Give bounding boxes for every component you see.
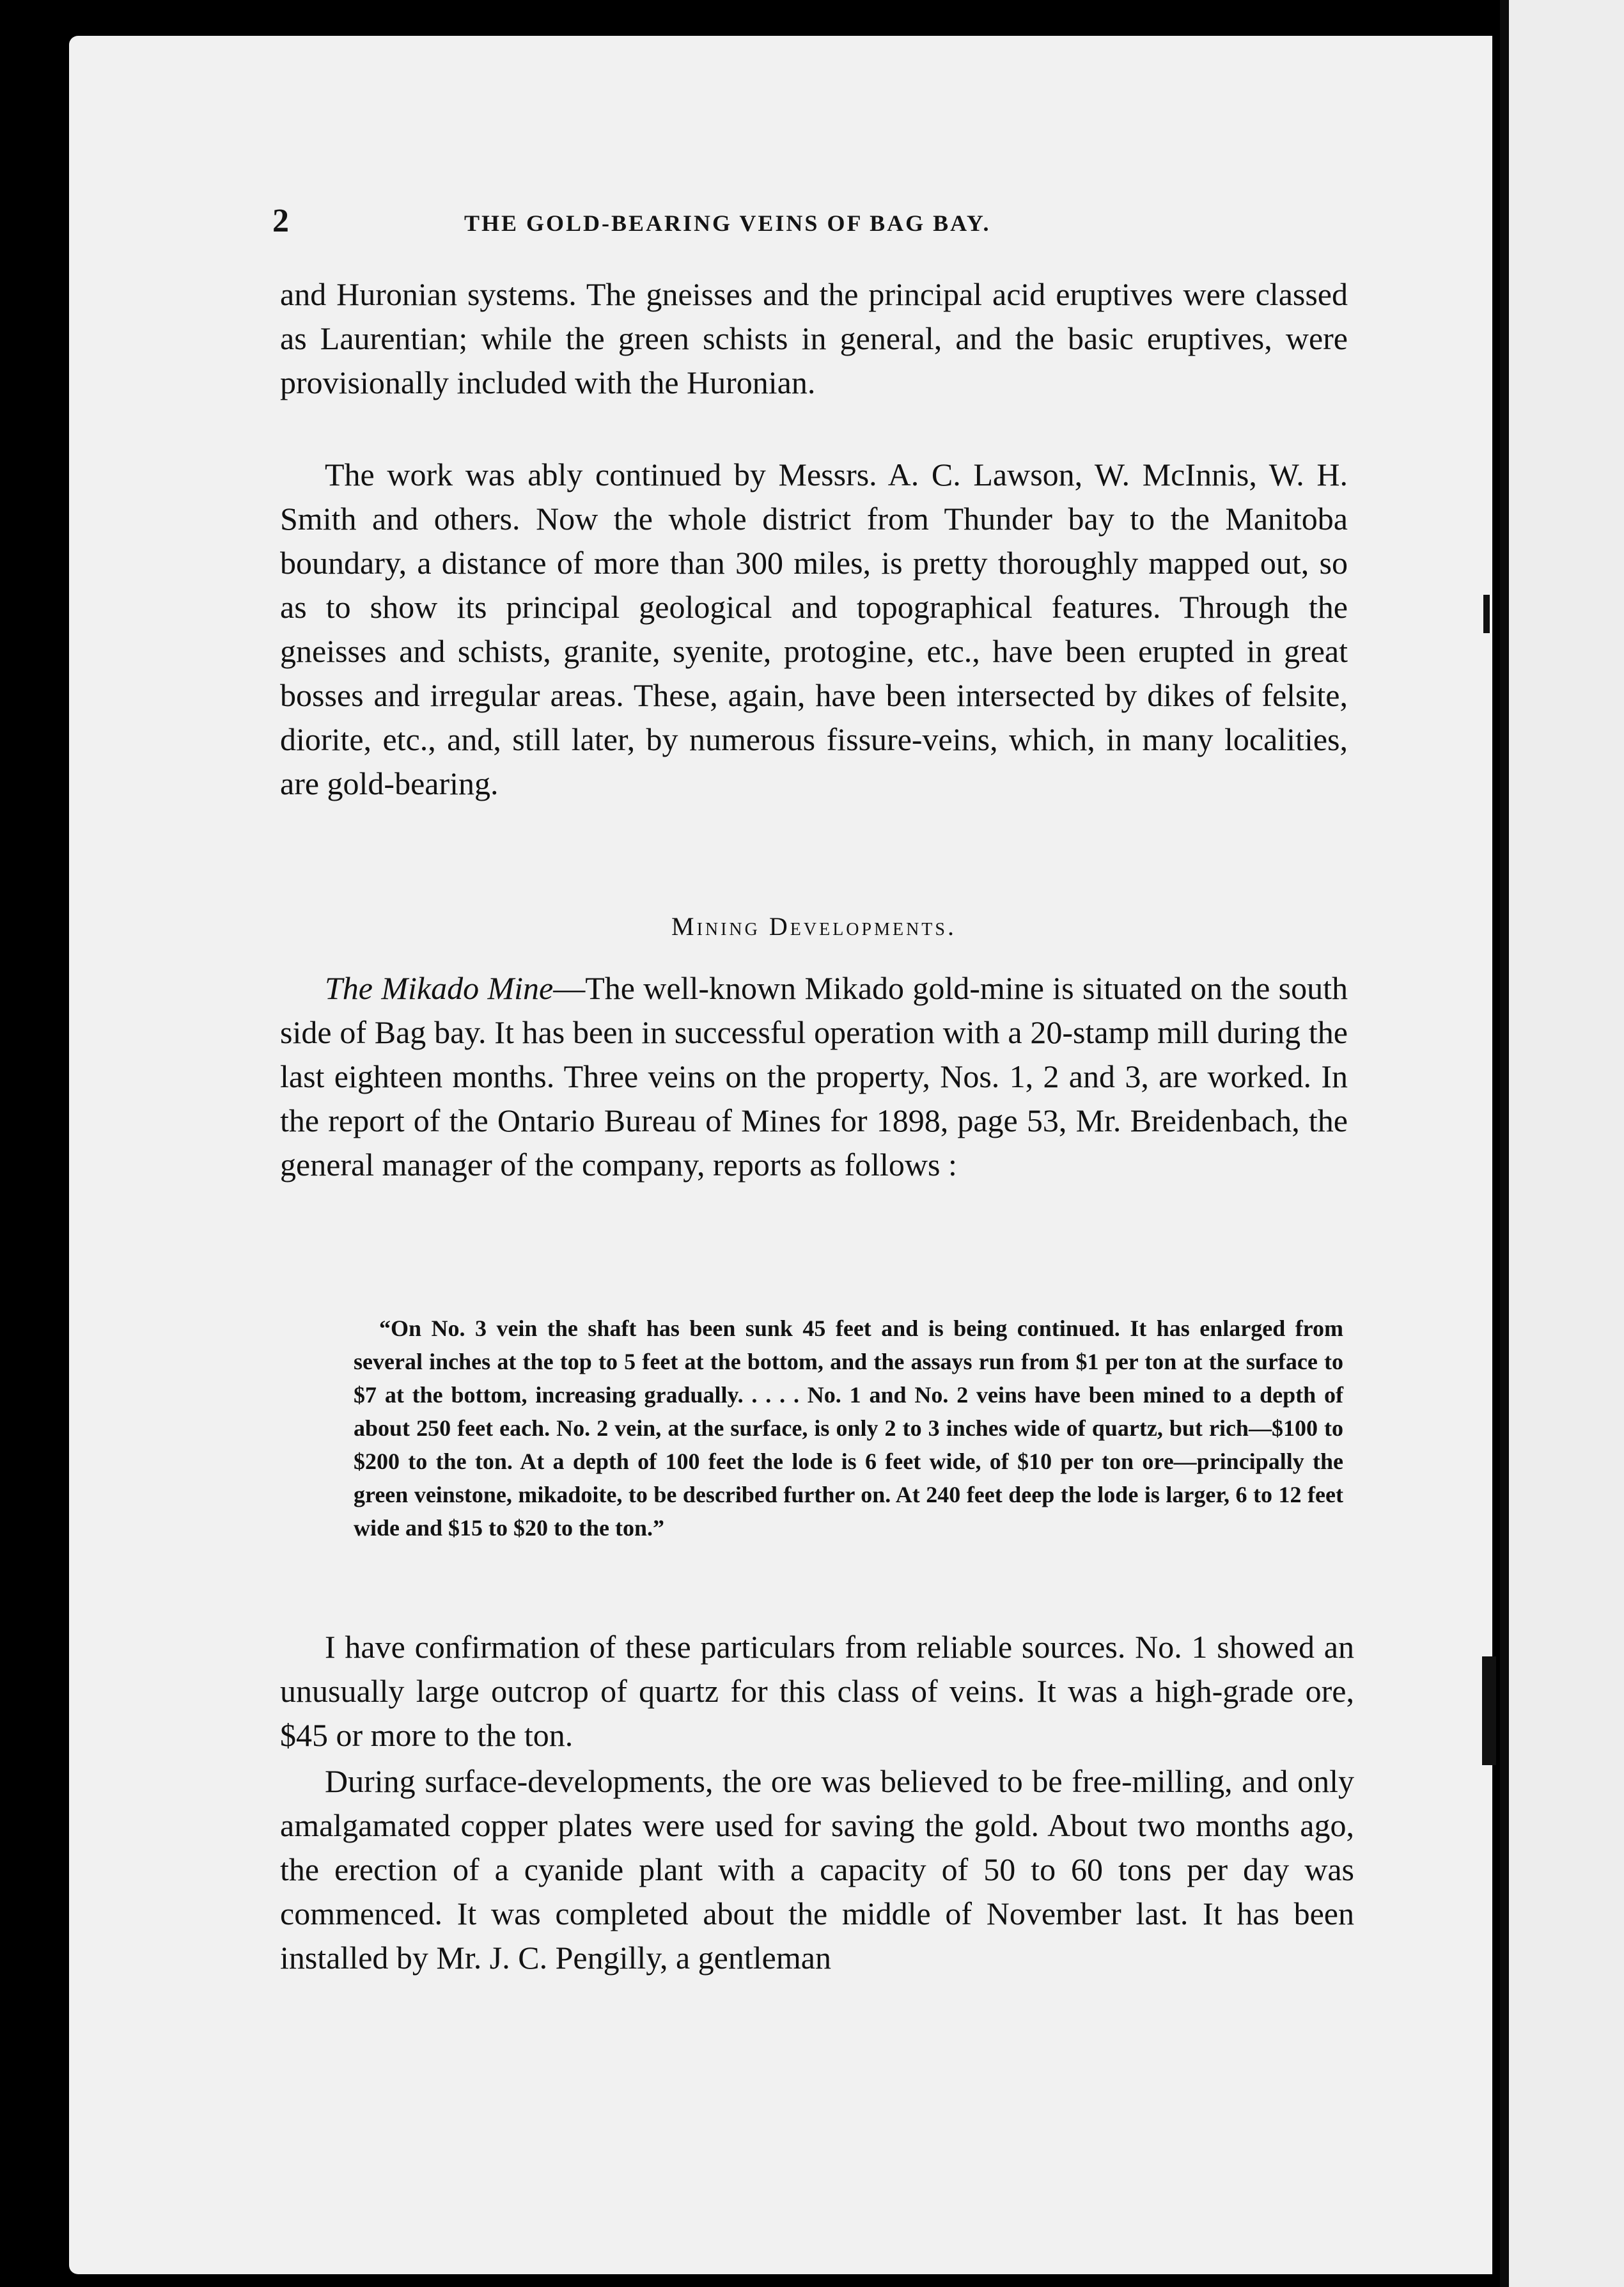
binding-mark (1482, 1656, 1496, 1765)
paragraph-5: During surface-developments, the ore was believed to be free-milling, and only amalgamated copper plates were used for saving the gold. About two months ago, the erection of a cyanide plant with a capacity of 50 to 60 tons per day was commenced. It was completed about the middle of November last. It has been installed by Mr. J. C. Pengilly, a gentleman (280, 1763, 1354, 1976)
section-heading: Mining Developments. (671, 912, 956, 941)
paragraph-4: I have confirmation of these particulars from reliable sources. No. 1 showed an unusually large outcrop of quartz for this class of veins. It was a high-grade ore, $45 or more to the ton. (280, 1629, 1354, 1753)
running-title: THE GOLD-BEARING VEINS OF BAG BAY. (464, 210, 991, 236)
paragraph-3-body: —The well-known Mikado gold-mine is situated on the south side of Bag bay. It has been in successful operation with a 20-stamp mill during the last eighteen months. Three veins on the property, Nos. 1, 2 and 3, are worked. In the report of the Ontario Bureau of Mines for 1898, page 53, Mr. Breidenbach, the general manager of the company, reports as follows : (280, 970, 1348, 1183)
running-head (272, 196, 1143, 247)
paragraph-2: The work was ably continued by Messrs. A. C. Lawson, W. McInnis, W. H. Smith and others. Now the whole district from Thunder bay to the Manitoba boundary, a distance of more than 300 miles, is pretty thoroughly mapped out, so as to show its principal geological and topographical features. Through the gneisses and schists, granite, syenite, protogine, etc., have been erupted in great bosses and irregular areas. These, again, have been intersected by dikes of felsite, diorite, etc., and, still later, by numerous fissure-veins, which, in many localities, are gold-bearing. (280, 457, 1348, 801)
book-page (69, 36, 1492, 2274)
body-text (280, 272, 1354, 2063)
paragraph-1: and Huronian systems. The gneisses and the principal acid eruptives were classed as Laurentian; while the green schists in general, and the basic eruptives, were provisionally included with the Huronian. (280, 276, 1348, 400)
mine-name-lead: The Mikado Mine (325, 970, 554, 1006)
block-quote: “On No. 3 vein the shaft has been sunk 45 feet and is being continued. It has enlarged from several inches at the top to 5 feet at the bottom, and the assays run from $1 per ton at the surface to $7 at the bottom, increasing gradually. . . . . No. 1 and No. 2 veins have been mined to a depth of about 250 feet each. No. 2 vein, at the surface, is only 2 to 3 inches wide of quartz, but rich—$100 to $200 to the ton. At a depth of 100 feet the lode is 6 feet wide, of $10 per ton ore—principally the green veinstone, mikadoite, to be described further on. At 240 feet deep the lode is larger, 6 to 12 feet wide and $15 to $20 to the ton.” (354, 1316, 1343, 1541)
adjacent-page-edge (1500, 0, 1624, 2287)
paragraph-3 (280, 966, 1348, 1187)
page-number: 2 (272, 203, 289, 239)
binding-speck (1483, 595, 1490, 633)
